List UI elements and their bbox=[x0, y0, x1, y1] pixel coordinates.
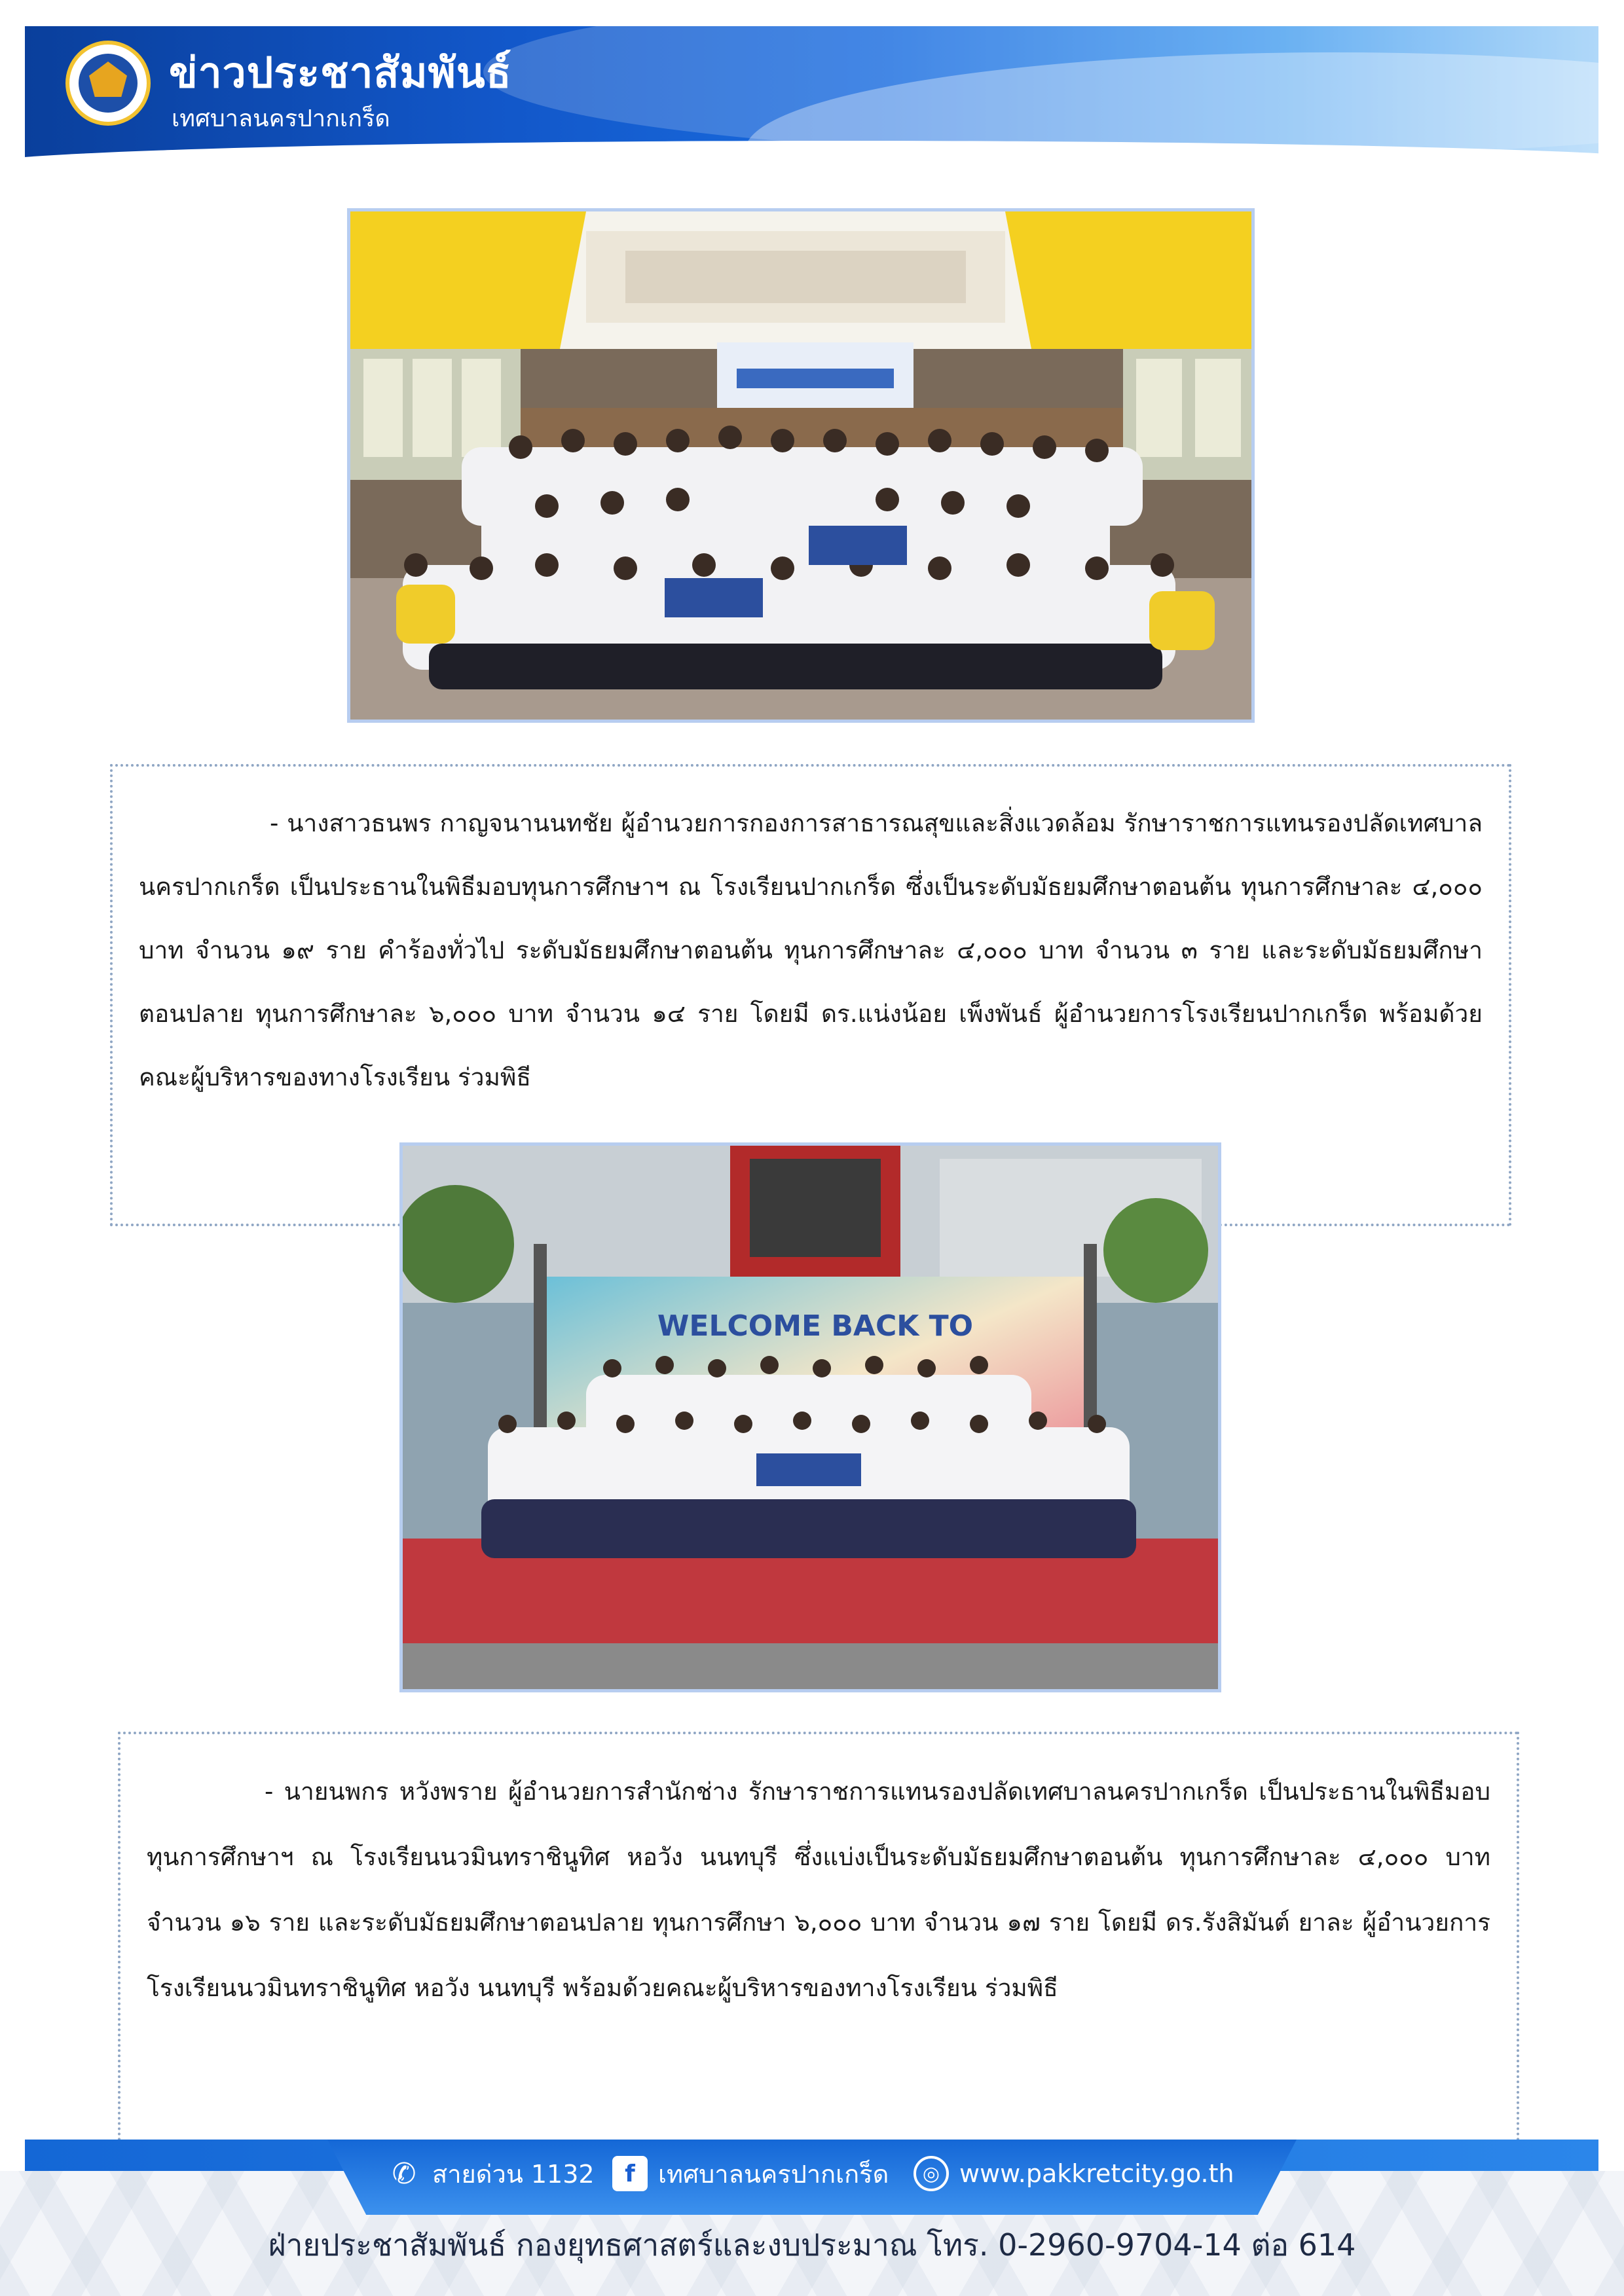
article-paragraph: - นายนพกร หวังพราย ผู้อำนวยการสำนักช่าง รักษาราชการแทนรองปลัดเทศบาลนครปากเกร็ด เป็นประธานในพิธีมอบทุนการศึกษาฯ ณ โรงเรียนนวมินทราชินูทิศ หอวัง นนทบุรี ซึ่งแบ่งเป็นระดับมัธยมศึกษาตอนต้น ทุนการศึกษาละ ๔,๐๐๐ บาท จำนวน ๑๖ ราย และระดับมัธยมศึกษาตอนปลาย ทุนการศึกษา ๖,๐๐๐ บาท จำนวน ๑๗ ราย โดยมี ดร.รังสิมันต์ ยาละ ผู้อำนวยการโรงเรียนนวมินทราชินูทิศ หอวัง นนทบุรี พร้อมด้วยคณะผู้บริหารของทางโรงเรียน ร่วมพิธี bbox=[147, 1777, 1490, 2002]
footer-department: ฝ่ายประชาสัมพันธ์ กองยุทธศาสตร์และงบประมาณ โทร. 0-2960-9704-14 ต่อ 614 bbox=[268, 2227, 1356, 2263]
article-box bbox=[118, 1732, 1519, 2167]
website-link[interactable] bbox=[913, 2154, 1234, 2193]
facebook-icon: f bbox=[612, 2156, 648, 2191]
globe-icon: ◎ bbox=[913, 2156, 949, 2191]
page-subtitle: เทศบาลนครปากเกร็ด bbox=[172, 105, 390, 132]
phone-icon: ✆ bbox=[392, 2157, 416, 2191]
photo-illustration bbox=[350, 211, 1251, 720]
city-seal-logo bbox=[65, 41, 151, 126]
hotline-text: สายด่วน 1132 bbox=[432, 2159, 595, 2189]
photo-scholarship-ceremony-nawamintrachinuthit-school bbox=[399, 1142, 1221, 1692]
article-paragraph: - นางสาวธนพร กาญจนานนทชัย ผู้อำนวยการกองการสาธารณสุขและสิ่งแวดล้อม รักษาราชการแทนรองปลัดเทศบาลนครปากเกร็ด เป็นประธานในพิธีมอบทุนการศึกษาฯ ณ โรงเรียนปากเกร็ด ซึ่งเป็นระดับมัธยมศึกษาตอนต้น ทุนการศึกษาละ ๔,๐๐๐ บาท จำนวน ๑๙ ราย คำร้องทั่วไป ระดับมัธยมศึกษาตอนต้น ทุนการศึกษาละ ๔,๐๐๐ บาท จำนวน ๓ ราย และระดับมัธยมศึกษาตอนปลาย ทุนการศึกษาละ ๖,๐๐๐ บาท จำนวน ๑๔ ราย โดยมี ดร.แน่งน้อย เพ็งพันธ์ ผู้อำนวยการโรงเรียนปากเกร็ด พร้อมด้วยคณะผู้บริหารของทางโรงเรียน ร่วมพิธี bbox=[139, 809, 1483, 1091]
hotline-contact[interactable] bbox=[386, 2154, 595, 2193]
page-title: ข่าวประชาสัมพันธ์ bbox=[169, 49, 512, 98]
page-header bbox=[25, 26, 1598, 160]
website-text: www.pakkretcity.go.th bbox=[959, 2159, 1234, 2188]
facebook-link[interactable] bbox=[612, 2154, 889, 2193]
backdrop-text: WELCOME BACK TO bbox=[657, 1309, 974, 1343]
facebook-text: เทศบาลนครปากเกร็ด bbox=[658, 2159, 889, 2189]
photo-scholarship-ceremony-pakkret-school bbox=[347, 208, 1255, 723]
photo-illustration bbox=[403, 1146, 1218, 1689]
